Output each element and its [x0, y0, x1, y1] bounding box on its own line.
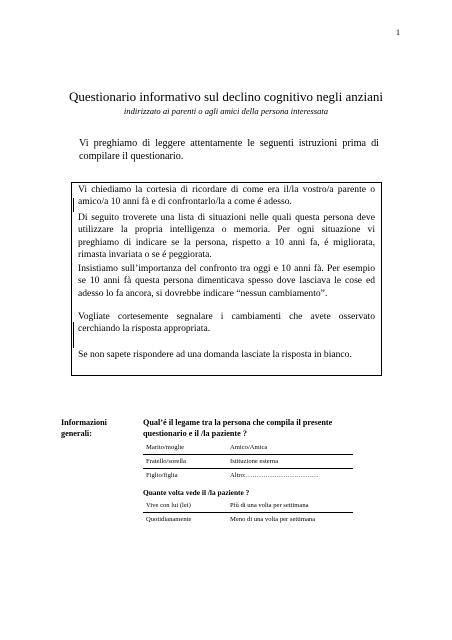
margin-bar	[73, 198, 74, 212]
relationship-options	[143, 440, 373, 485]
option-label: Amico/Amica	[230, 444, 268, 451]
general-info-label: Informazioni generali:	[61, 418, 107, 438]
option-label: Meno di una volta per settimana	[230, 516, 316, 523]
margin-bar	[73, 322, 74, 348]
frequency-question: Quante volta vede il /la paziente ?	[143, 488, 250, 497]
option-label: Quotidianamente	[146, 516, 192, 523]
instruction-paragraph: Di seguito troverete una lista di situazioni nelle quali questa persona deve utilizzare la propria intelligenza o memoria. Per ogni situazione vi preghiamo di indicare se la persona, rispetto a 10 anni fa, é migliorata, rimasta invariata o se é peggiorata.	[78, 212, 375, 261]
instruction-paragraph: Se non sapete rispondere ad una domanda lasciate la risposta in bianco.	[78, 349, 352, 360]
instruction-paragraph: Vogliate cortesemente segnalare i cambiamenti che avete osservato cerchiando la risposta appropriata.	[78, 311, 375, 335]
frequency-options	[143, 498, 373, 528]
page-title: Questionario informativo sul declino cognitivo negli anziani	[68, 89, 384, 104]
intro-text: Vi preghiamo di leggere attentamente le seguenti istruzioni prima di compilare il questionario.	[79, 138, 379, 163]
option-label: Figlio/figlia	[146, 472, 178, 479]
option-label: Più di una volta per settimana	[230, 502, 309, 509]
option-label: Marito/moglie	[146, 444, 185, 451]
page-subtitle: indirizzato ai parenti o agli amici della persona interessata	[123, 106, 329, 116]
option-label: Istituzione esterna	[230, 458, 279, 465]
instruction-paragraph: Vi chiediamo la cortesia di ricordare di come era il/la vostro/a parente o amico/a 10 anni fà e di confrontarlo/la a come é adesso.	[78, 184, 375, 208]
instructions-box	[71, 182, 382, 376]
instruction-paragraph: Insistiamo sull’importanza del confronto tra oggi e 10 anni fà. Per esempio se 10 anni fà questa persona dimenticava spesso dove lasciava le cose ed adesso lo fa ancora, si dovrebbe indicare “nessun cambiamento”.	[78, 263, 375, 299]
divider	[143, 468, 353, 469]
option-label: Altro:……………………………	[230, 472, 319, 479]
divider	[143, 454, 353, 455]
divider	[143, 512, 353, 513]
option-label: Fratello/sorella	[146, 458, 186, 465]
option-label: Vive con lui (lei)	[146, 502, 191, 509]
page-number: 1	[396, 28, 400, 37]
relationship-question: Qual’é il legame tra la persona che compila il presente questionario e il /la paziente ?	[143, 418, 333, 438]
